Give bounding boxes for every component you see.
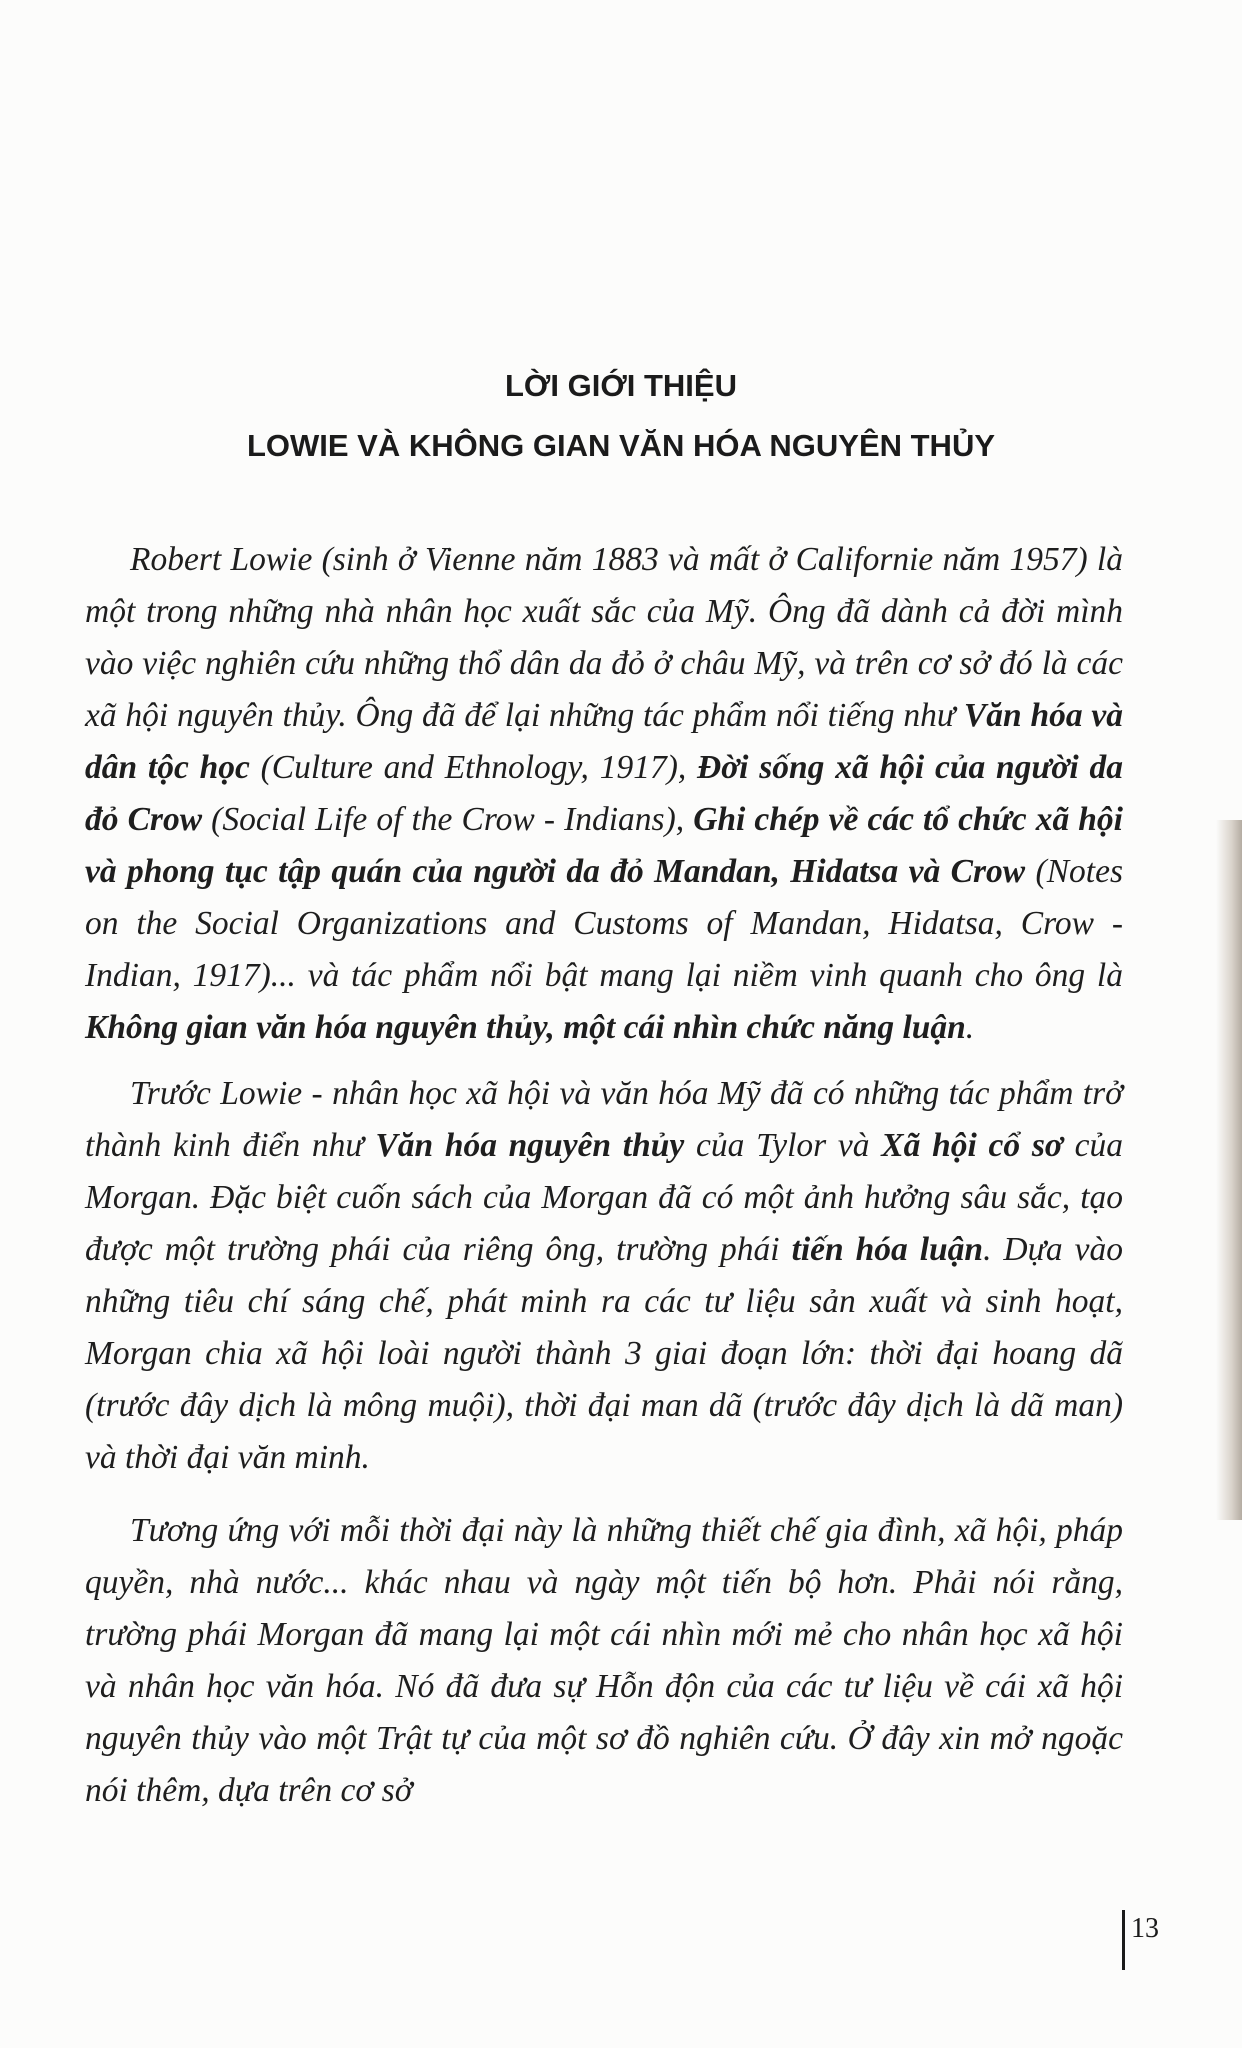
paragraph-3: Tương ứng với mỗi thời đại này là những thiết chế gia đình, xã hội, pháp quyền, nhà nước... khác nhau và ngày một tiến bộ hơn. Phải nói rằng, trường phái Morgan đã mang lại một cái nhìn mới mẻ cho nhân học xã hội và nhân học văn hóa. Nó đã đưa sự Hỗn độn của các tư liệu về cái xã hội nguyên thủy vào một Trật tự của một sơ đồ nghiên cứu. Ở đây xin mở ngoặc nói thêm, dựa trên cơ sở bbox=[85, 1512, 1123, 1809]
page-number: 13 bbox=[1131, 1913, 1159, 1944]
section-title: LỜI GIỚI THIỆU bbox=[504, 368, 737, 403]
paragraph-1: Robert Lowie (sinh ở Vienne năm 1883 và mất ở Californie năm 1957) là một trong những nhà nhân học xuất sắc của Mỹ. Ông đã dành cả đời mình vào việc nghiên cứu những thổ dân da đỏ ở châu Mỹ, và trên cơ sở đó là các xã hội nguyên thủy. Ông đã để lại những tác phẩm nổi tiếng như Văn hóa và dân tộc học (Culture and Ethnology, 1917), Đời sống xã hội của người da đỏ Crow (Social Life of the Crow - Indians), Ghi chép về các tổ chức xã hội và phong tục tập quán của người da đỏ Mandan, Hidatsa và Crow (Notes on the Social Organizations and Customs of Mandan, Hidatsa, Crow - Indian, 1917)... và tác phẩm nổi bật mang lại niềm vinh quanh cho ông là Không gian văn hóa nguyên thủy, một cái nhìn chức năng luận. bbox=[85, 541, 1123, 1046]
term-evolutionism: tiến hóa luận bbox=[791, 1231, 984, 1268]
paragraph-2: Trước Lowie - nhân học xã hội và văn hóa Mỹ đã có những tác phẩm trở thành kinh điển như Văn hóa nguyên thủy của Tylor và Xã hội cổ sơ của Morgan. Đặc biệt cuốn sách của Morgan đã có một ảnh hưởng sâu sắc, tạo được một trường phái của riêng ông, trường phái tiến hóa luận. Dựa vào những tiêu chí sáng chế, phát minh ra các tư liệu sản xuất và sinh hoạt, Morgan chia xã hội loài người thành 3 giai đoạn lớn: thời đại hoang dã (trước đây dịch là mông muội), thời đại man dã (trước đây dịch là dã man) và thời đại văn minh. bbox=[85, 1075, 1123, 1476]
book-title-notes-organizations: Ghi chép về các tổ chức xã hội và phong tục tập quán của người da đỏ Mandan, Hidatsa và Crow bbox=[85, 801, 1123, 890]
section-subtitle: LOWIE VÀ KHÔNG GIAN VĂN HÓA NGUYÊN THỦY bbox=[246, 428, 996, 463]
book-title-ancient-society: Xã hội cổ sơ bbox=[881, 1127, 1063, 1164]
book-title-crow-social-life: Đời sống xã hội của người da đỏ Crow bbox=[85, 749, 1123, 838]
book-title-culture-ethnology: Văn hóa và dân tộc học bbox=[85, 697, 1123, 786]
book-title-primitive-culture: Văn hóa nguyên thủy bbox=[375, 1127, 685, 1164]
page-number-marker bbox=[1122, 1910, 1159, 1970]
page-edge-shadow bbox=[1216, 820, 1242, 1520]
body-text bbox=[85, 534, 1123, 1817]
book-title-primitive-space: Không gian văn hóa nguyên thủy, một cái nhìn chức năng luận bbox=[85, 1009, 966, 1046]
